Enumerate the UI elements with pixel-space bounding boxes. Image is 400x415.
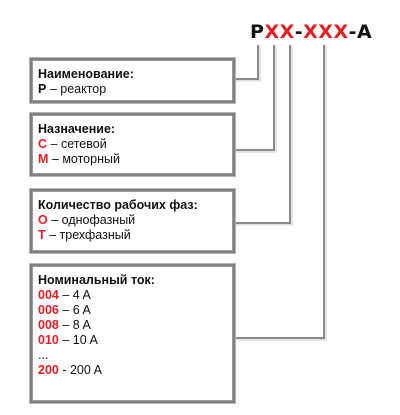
product-code	[250, 21, 372, 43]
box-nominalnyi-tok	[30, 264, 235, 403]
connector-nominalnyi-tok	[235, 45, 324, 338]
item-separator: –	[47, 213, 62, 227]
item-code: 006	[38, 303, 59, 317]
list-item-ellipsis	[38, 348, 227, 363]
item-separator: –	[58, 318, 73, 332]
item-separator: –	[48, 152, 63, 166]
list-item	[38, 152, 227, 167]
connector-naznachenie	[235, 45, 274, 150]
connector-kolichestvo-faz	[235, 45, 290, 223]
item-separator: –	[46, 82, 61, 96]
code-segment-a: -A	[348, 21, 373, 43]
item-code: 010	[38, 333, 59, 347]
item-text: 4 A	[72, 288, 91, 302]
list-item	[38, 137, 227, 152]
box-title: Наименование:	[38, 67, 134, 81]
item-text: 8 A	[72, 318, 91, 332]
list-item	[38, 363, 227, 378]
list-item	[38, 318, 227, 333]
box-title: Назначение:	[38, 122, 116, 136]
item-code: P	[38, 82, 47, 96]
item-text: сетевой	[60, 137, 107, 151]
item-text: ...	[38, 348, 49, 362]
list-item	[38, 82, 227, 97]
item-text: реактор	[60, 82, 107, 96]
item-separator: –	[58, 303, 73, 317]
item-separator: –	[58, 288, 73, 302]
connector-naimenovanie	[235, 45, 258, 79]
item-code: O	[38, 213, 48, 227]
code-segment-p: P	[250, 21, 265, 43]
list-item	[38, 228, 227, 243]
item-code: 008	[38, 318, 59, 332]
item-separator: –	[58, 333, 73, 347]
item-text: трехфазный	[59, 228, 131, 242]
item-separator: –	[47, 137, 61, 151]
list-item	[38, 213, 227, 228]
item-code: T	[38, 228, 46, 242]
item-text: 10 A	[72, 333, 98, 347]
box-naimenovanie	[30, 58, 235, 103]
item-text: моторный	[62, 152, 120, 166]
list-item	[38, 333, 227, 348]
item-separator: –	[45, 228, 60, 242]
list-item	[38, 288, 227, 303]
item-code: 004	[38, 288, 59, 302]
box-title: Количество рабочих фаз:	[38, 198, 198, 212]
list-item	[38, 303, 227, 318]
code-segment-xx: XX	[264, 21, 295, 43]
box-title: Номинальный ток:	[38, 273, 155, 287]
item-code: C	[38, 137, 48, 151]
code-segment-dash: -	[294, 21, 304, 43]
item-separator: -	[58, 363, 70, 377]
box-kolichestvo-faz	[30, 189, 235, 253]
box-naznachenie	[30, 113, 235, 176]
item-text: однофазный	[61, 213, 136, 227]
item-text: 200 A	[69, 363, 102, 377]
item-code: 200	[38, 363, 59, 377]
item-text: 6 A	[72, 303, 91, 317]
item-code: M	[38, 152, 49, 166]
code-segment-xxx: XXX	[303, 21, 349, 43]
